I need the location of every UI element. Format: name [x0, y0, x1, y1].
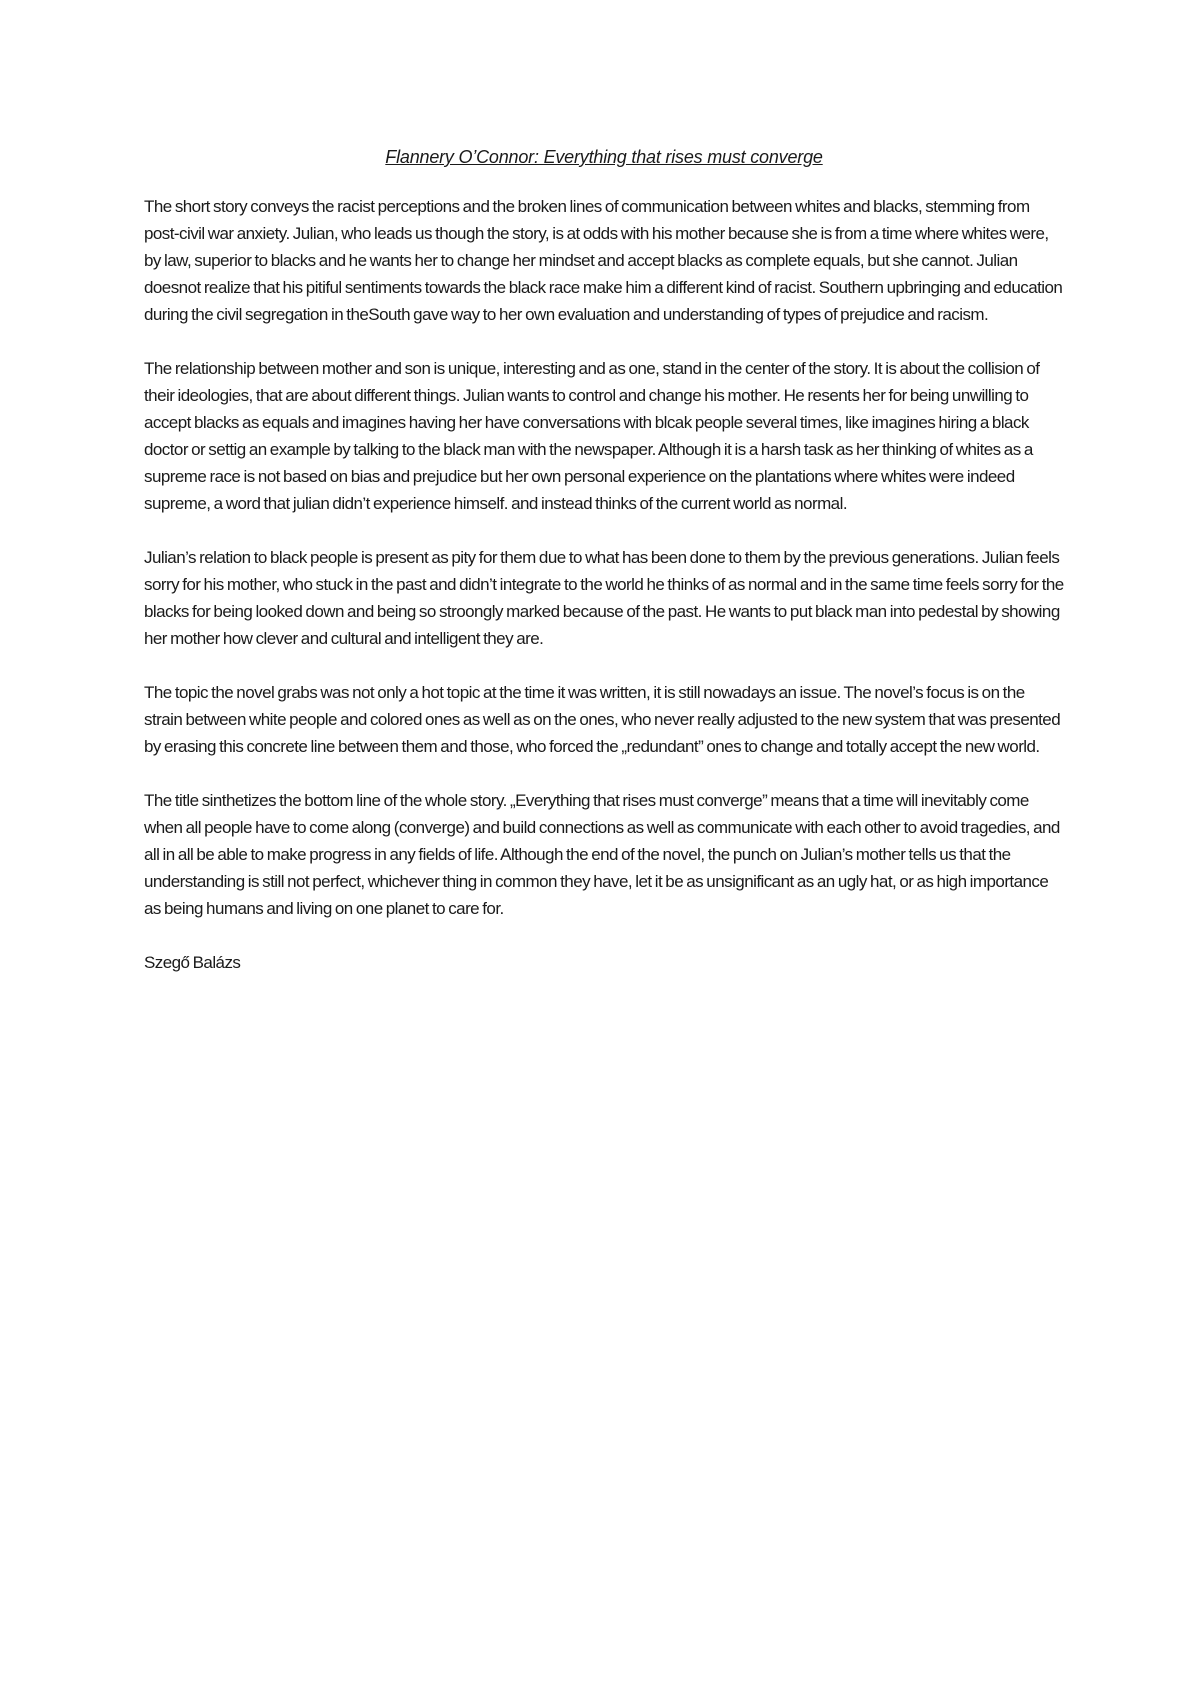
paragraph-2: The relationship between mother and son is unique, interesting and as one, stand in the center of the story. It is about the collision of their ideologies, that are about different things. Julian wants to control and change his mother. He resents her for being unwilling to accept blacks as equals and imagines having her have conversations with blcak people several times, like imagines hiring a black doctor or settig an example by talking to the black man with the newspaper. Although it is a harsh task as her thinking of whites as a supreme race is not based on bias and prejudice but her own personal experience on the plantations where whites were indeed supreme, a word that julian didn’t experience himself. and instead thinks of the current world as normal.	[144, 359, 1040, 513]
paragraph-4: The topic the novel grabs was not only a hot topic at the time it was written, it is still nowadays an issue. The novel’s focus is on the strain between white people and colored ones as well as on the ones, who never really adjusted to the new system that was presented by erasing this concrete line between them and those, who forced the „redundant” ones to change and totally accept the new world.	[144, 683, 1061, 756]
paragraph-3: Julian’s relation to black people is present as pity for them due to what has been done to them by the previous generations. Julian feels sorry for his mother, who stuck in the past and didn’t integrate to the world he thinks of as normal and in the same time feels sorry for the blacks for being looked down and being so stroongly marked because of the past. He wants to put black man into pedestal by showing her mother how clever and cultural and intelligent they are.	[144, 548, 1064, 648]
document-body	[144, 144, 1064, 976]
paragraph-1: The short story conveys the racist perceptions and the broken lines of communication between whites and blacks, stemming from post-civil war anxiety. Julian, who leads us though the story, is at odds with his mother because she is from a time where whites were, by law, superior to blacks and he wants her to change her mindset and accept blacks as complete equals, but she cannot. Julian doesnot realize that his pitiful sentiments towards the black race make him a different kind of racist. Southern upbringing and education during the civil segregation in theSouth gave way to her own evaluation and understanding of types of prejudice and racism.	[144, 197, 1063, 324]
author-signature: Szegő Balázs	[144, 953, 241, 972]
paragraph-5: The title sinthetizes the bottom line of the whole story. „Everything that rises must converge” means that a time will inevitably come when all people have to come along (converge) and build connections as well as communicate with each other to avoid tragedies, and all in all be able to make progress in any fields of life. Although the end of the novel, the punch on Julian’s mother tells us that the understanding is still not perfect, whichever thing in common they have, let it be as unsignificant as an ugly hat, or as high importance as being humans and living on one planet to care for.	[144, 791, 1060, 918]
document-title: Flannery O’Connor: Everything that rises must converge	[385, 147, 823, 167]
